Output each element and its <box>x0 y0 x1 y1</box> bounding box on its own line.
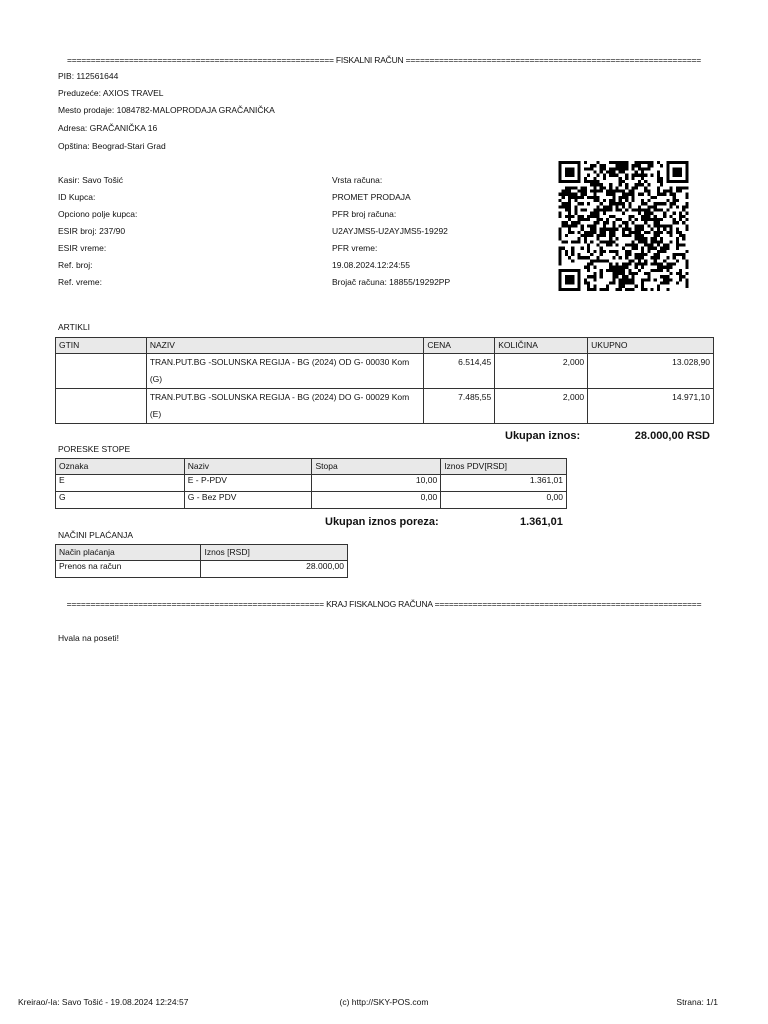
tax-amount: 1.361,01 <box>441 475 567 492</box>
col-naziv: NAZIV <box>146 338 424 354</box>
col-stopa: Stopa <box>312 459 441 475</box>
copyright-link[interactable]: (c) http://SKY-POS.com <box>339 997 429 1007</box>
payment-amount: 28.000,00 <box>201 561 348 578</box>
pfr-number-value: U2AYJMS5-U2AYJMS5-19292 <box>332 226 448 236</box>
separator-right: ======================================================== <box>434 599 702 609</box>
tax-rates-section-title: PORESKE STOPE <box>58 444 131 454</box>
table-row <box>56 561 348 578</box>
invoice-type-value: PROMET PRODAJA <box>332 192 411 202</box>
items-section-title: ARTIKLI <box>58 322 90 332</box>
total-amount-value: 28.000,00 RSD <box>634 430 710 442</box>
address: Adresa: GRAČANIČKA 16 <box>58 123 158 133</box>
tax-name: E - P-PDV <box>184 475 312 492</box>
esir-number: ESIR broj: 237/90 <box>58 226 126 236</box>
items-table <box>55 337 714 424</box>
payment-method: Prenos na račun <box>56 561 201 578</box>
item-name: TRAN.PUT.BG -SOLUNSKA REGIJA - BG (2024) DO G- 00029 Kom (E) <box>146 389 424 424</box>
pfr-number-label: PFR broj računa: <box>332 209 397 219</box>
thank-you-message: Hvala na poseti! <box>58 633 119 643</box>
table-row <box>56 389 714 424</box>
separator-left: ======================================================== <box>66 55 334 65</box>
total-amount-label: Ukupan iznos: <box>505 430 581 442</box>
municipality: Opština: Beograd-Stari Grad <box>58 141 166 151</box>
col-payment-method: Način plaćanja <box>56 545 201 561</box>
sales-location: Mesto prodaje: 1084782-MALOPRODAJA GRAČANIČKA <box>58 105 275 115</box>
total-tax-value: 1.361,01 <box>520 516 563 528</box>
item-price: 7.485,55 <box>424 389 495 424</box>
table-row <box>56 492 567 509</box>
payment-methods-section-title: NAČINI PLAĆANJA <box>58 530 134 540</box>
buyer-id: ID Kupca: <box>58 192 96 202</box>
receipt-header-separator <box>58 55 710 65</box>
col-payment-amount: Iznos [RSD] <box>201 545 348 561</box>
col-iznos-pdv: Iznos PDV[RSD] <box>441 459 567 475</box>
invoice-type-label: Vrsta računa: <box>332 175 383 185</box>
receipt-footer-separator <box>58 599 710 609</box>
tax-rates-table <box>55 458 567 509</box>
separator-right: ============================================================== <box>405 55 702 65</box>
company-name: Preduzeće: AXIOS TRAVEL <box>58 88 164 98</box>
item-total: 13.028,90 <box>588 354 714 389</box>
item-price: 6.514,45 <box>424 354 495 389</box>
page-number: Strana: 1/1 <box>676 997 718 1007</box>
tax-table-header <box>56 459 567 475</box>
col-kolicina: KOLIČINA <box>495 338 588 354</box>
tax-rate: 10,00 <box>312 475 441 492</box>
qr-code-icon <box>556 161 691 291</box>
esir-time: ESIR vreme: <box>58 243 107 253</box>
col-cena: CENA <box>424 338 495 354</box>
receipt-end-title: KRAJ FISKALNOG RAČUNA <box>326 599 433 609</box>
payment-table-header <box>56 545 348 561</box>
items-table-header <box>56 338 714 354</box>
pfr-time-value: 19.08.2024.12:24:55 <box>332 260 410 270</box>
tax-rate: 0,00 <box>312 492 441 509</box>
item-name: TRAN.PUT.BG -SOLUNSKA REGIJA - BG (2024) OD G- 00030 Kom (G) <box>146 354 424 389</box>
total-tax-label: Ukupan iznos poreza: <box>325 516 439 528</box>
col-ukupno: UKUPNO <box>588 338 714 354</box>
item-total: 14.971,10 <box>588 389 714 424</box>
receipt-title: FISKALNI RAČUN <box>335 55 404 65</box>
ref-time: Ref. vreme: <box>58 277 102 287</box>
item-quantity: 2,000 <box>495 354 588 389</box>
pib: PIB: 112561644 <box>58 71 119 81</box>
item-quantity: 2,000 <box>495 389 588 424</box>
item-gtin <box>56 354 147 389</box>
col-gtin: GTIN <box>56 338 147 354</box>
table-row <box>56 475 567 492</box>
tax-name: G - Bez PDV <box>184 492 312 509</box>
invoice-counter: Brojač računa: 18855/19292PP <box>332 277 451 287</box>
separator-left: ====================================================== <box>66 599 324 609</box>
pfr-time-label: PFR vreme: <box>332 243 378 253</box>
table-row <box>56 354 714 389</box>
col-oznaka: Oznaka <box>56 459 185 475</box>
tax-amount: 0,00 <box>441 492 567 509</box>
created-by: Kreirao/-la: Savo Tošić - 19.08.2024 12:24:57 <box>18 997 189 1007</box>
cashier: Kasir: Savo Tošić <box>58 175 124 185</box>
tax-code: G <box>56 492 185 509</box>
payment-methods-table <box>55 544 348 578</box>
optional-buyer-field: Opciono polje kupca: <box>58 209 138 219</box>
col-naziv: Naziv <box>184 459 312 475</box>
item-gtin <box>56 389 147 424</box>
tax-code: E <box>56 475 185 492</box>
ref-number: Ref. broj: <box>58 260 93 270</box>
